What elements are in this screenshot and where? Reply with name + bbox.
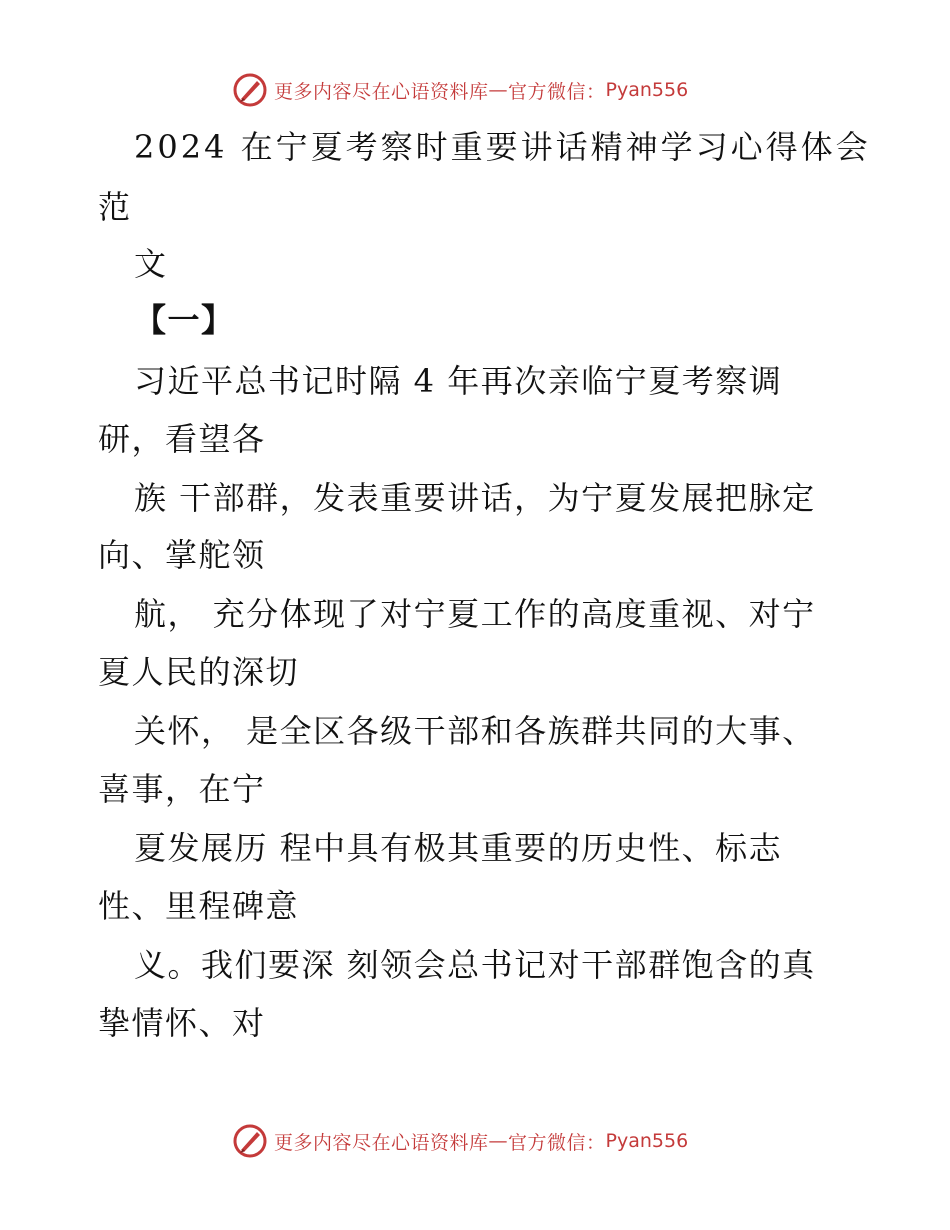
paragraph-line: 夏人民的深切	[98, 653, 300, 691]
watermark-wechat-label: 官方微信：	[508, 1131, 606, 1154]
paragraph-line: 族 干部群，发表重要讲话，为宁夏发展把脉定	[134, 479, 816, 517]
quill-pen-badge-icon	[232, 72, 268, 108]
title-line-3: 文	[134, 245, 168, 283]
title-line-1: 2024 在宁夏考察时重要讲话精神学习心得体会	[134, 128, 871, 166]
quill-pen-badge-icon	[232, 1123, 268, 1159]
paragraph-line: 航， 充分体现了对宁夏工作的高度重视、对宁	[134, 595, 816, 633]
paragraph-line: 喜事，在宁	[98, 770, 266, 808]
paragraph-line: 性、里程碑意	[98, 887, 300, 925]
paragraph-line: 研，看望各	[98, 420, 266, 458]
watermark-site-text: 更多内容尽在心语资料库	[274, 1131, 489, 1154]
header-watermark	[232, 70, 688, 110]
paragraph-line: 挚情怀、对	[98, 1004, 266, 1042]
paragraph-line: 向、掌舵领	[98, 536, 266, 574]
paragraph-line: 习近平总书记时隔 4 年再次亲临宁夏考察调	[134, 362, 783, 400]
watermark-dash: —	[488, 79, 509, 101]
paragraph-line: 夏发展历 程中具有极其重要的历史性、标志	[134, 829, 783, 867]
paragraph-line: 关怀， 是全区各级干部和各族群共同的大事、	[134, 712, 816, 750]
watermark-site-text: 更多内容尽在心语资料库	[274, 80, 489, 103]
footer-watermark	[232, 1121, 688, 1161]
watermark-wechat-id: Pyan556	[605, 1130, 689, 1152]
watermark-wechat-label: 官方微信：	[508, 80, 606, 103]
watermark-wechat-id: Pyan556	[605, 79, 689, 101]
section-marker: 【一】	[134, 301, 235, 339]
paragraph-line: 义。我们要深 刻领会总书记对干部群饱含的真	[134, 946, 816, 984]
title-line-2: 范	[98, 188, 132, 226]
watermark-dash: —	[488, 1130, 509, 1152]
